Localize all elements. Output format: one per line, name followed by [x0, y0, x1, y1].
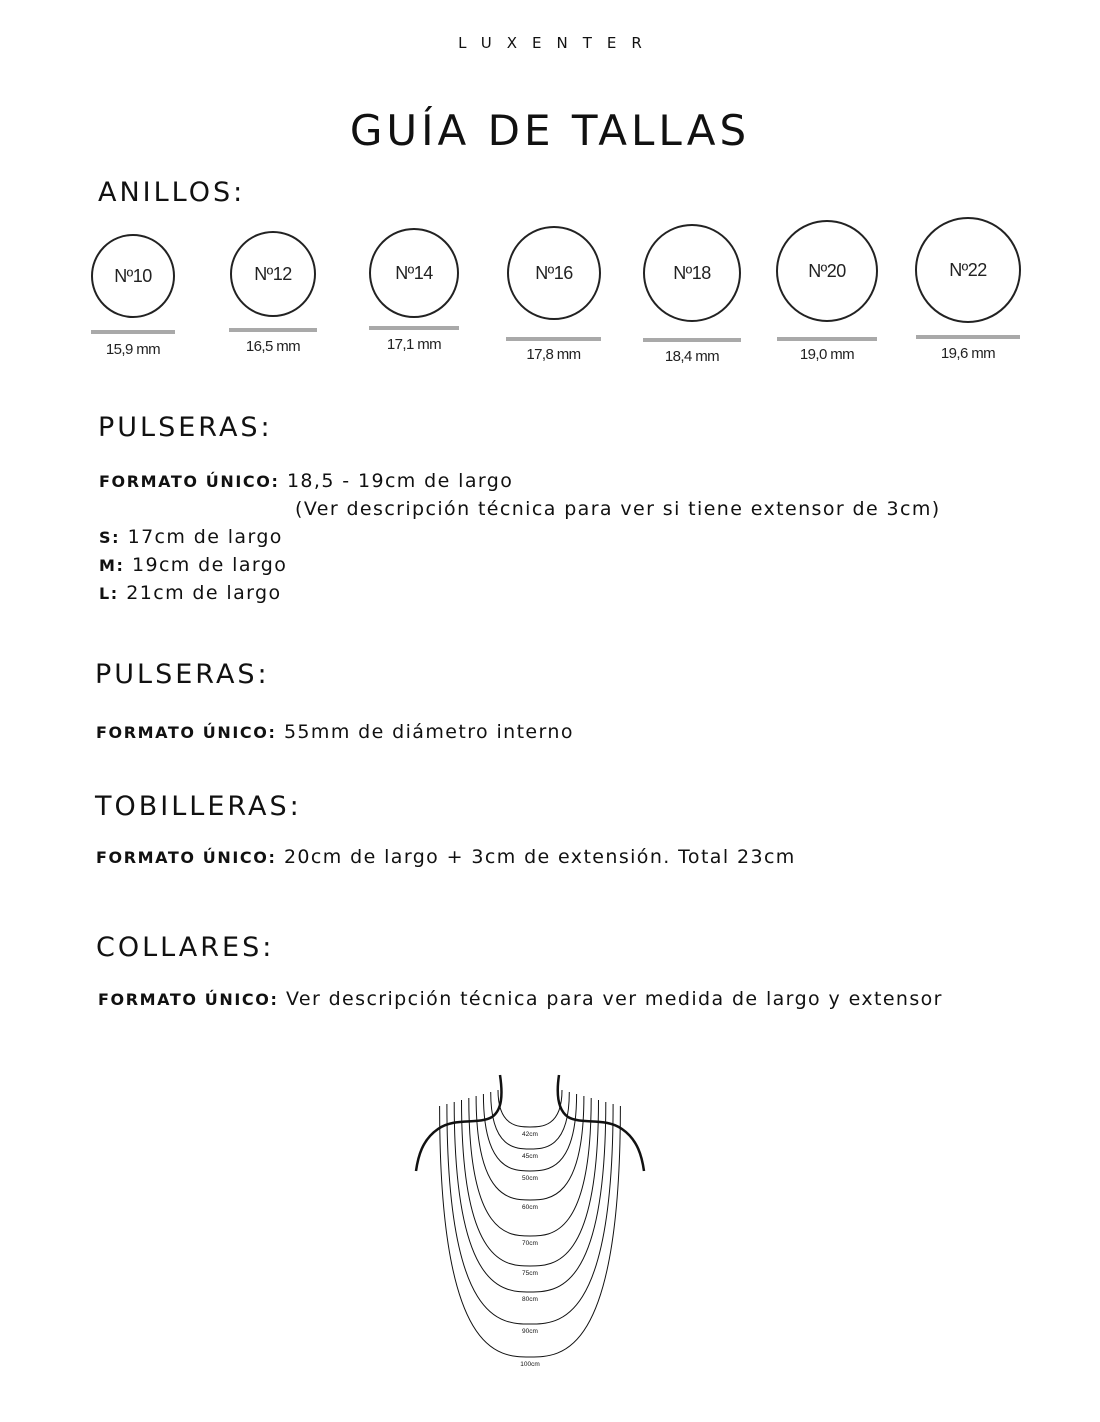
necklace-length-label: 50cm — [522, 1175, 538, 1182]
necklace-length-label: 42cm — [522, 1131, 538, 1138]
ring-number: Nº22 — [949, 259, 987, 280]
necklace-length-diagram — [400, 1065, 660, 1375]
necklace-length-label: 100cm — [520, 1361, 540, 1368]
formato-value: Ver descripción técnica para ver medida de largo y extensor — [285, 988, 943, 1010]
necklace-curve — [498, 1090, 562, 1127]
page-title: GUÍA DE TALLAS — [349, 106, 751, 155]
ring-number: Nº18 — [673, 262, 711, 283]
ring-diameter-label: 17,8 mm — [526, 346, 581, 363]
ring-number: Nº16 — [535, 262, 573, 283]
ring-diameter-label: 19,6 mm — [940, 345, 996, 362]
ring-circle — [776, 220, 878, 322]
size-value: 17cm de largo — [127, 526, 283, 548]
collares-formato-unico — [98, 988, 943, 1010]
section-title-anillos: ANILLOS: — [98, 177, 246, 208]
formato-value: 55mm de diámetro interno — [283, 721, 574, 743]
necklace-length-label: 90cm — [522, 1328, 538, 1335]
necklace-length-label: 80cm — [522, 1296, 538, 1303]
ring-number: Nº12 — [254, 263, 292, 284]
neck-shoulders-outline — [416, 1075, 501, 1171]
ring-diameter-bar — [369, 326, 459, 330]
necklace-length-label: 75cm — [522, 1270, 538, 1277]
necklace-length-label: 60cm — [522, 1204, 538, 1211]
pulseras-formato-note: (Ver descripción técnica para ver si tiene extensor de 3cm) — [295, 498, 941, 520]
size-label: M: — [99, 556, 125, 575]
ring-circle — [915, 217, 1021, 323]
brand-logo: LUXENTER — [458, 34, 657, 52]
ring-number: Nº14 — [395, 262, 433, 283]
ring-diameter-bar — [506, 337, 601, 341]
necklace-length-label: 45cm — [522, 1153, 538, 1160]
necklace-length-label: 70cm — [522, 1240, 538, 1247]
ring-number: Nº10 — [114, 265, 152, 286]
section-title-collares: COLLARES: — [96, 932, 275, 963]
ring-circle — [230, 231, 316, 317]
formato-label: FORMATO ÚNICO: — [98, 990, 279, 1009]
pulseras-size-s — [99, 526, 283, 548]
formato-value: 18,5 - 19cm de largo — [286, 470, 514, 492]
formato-value: 20cm de largo + 3cm de extensión. Total 23cm — [283, 846, 796, 868]
formato-label: FORMATO ÚNICO: — [96, 848, 277, 867]
size-label: S: — [99, 528, 121, 547]
pulseras-size-m — [99, 554, 287, 576]
section-title-pulseras: PULSERAS: — [98, 412, 273, 443]
ring-diameter-label: 15,9 mm — [105, 341, 161, 358]
section-title-tobilleras: TOBILLERAS: — [95, 791, 302, 822]
ring-diameter-bar — [229, 328, 317, 332]
tobilleras-formato-unico — [96, 846, 796, 868]
size-value: 19cm de largo — [131, 554, 288, 576]
size-label: L: — [99, 584, 119, 603]
ring-diameter-bar — [91, 330, 175, 334]
ring-diameter-label: 17,1 mm — [386, 336, 442, 353]
ring-diameter-label: 18,4 mm — [664, 348, 720, 365]
pulseras-formato-unico — [99, 470, 513, 492]
formato-label: FORMATO ÚNICO: — [99, 472, 280, 491]
ring-circle — [91, 234, 175, 318]
ring-circle — [507, 226, 601, 320]
ring-number: Nº20 — [808, 260, 846, 281]
ring-circle — [369, 228, 459, 318]
ring-diameter-label: 16,5 mm — [245, 338, 301, 355]
ring-circle — [643, 224, 741, 322]
pulseras-size-l — [99, 582, 282, 604]
section-title-pulseras-rigidas: PULSERAS: — [95, 659, 270, 690]
formato-label: FORMATO ÚNICO: — [96, 723, 277, 742]
ring-diameter-bar — [777, 337, 877, 341]
ring-diameter-label: 19,0 mm — [799, 346, 855, 363]
pulseras-rigidas-formato-unico — [96, 721, 574, 743]
size-value: 21cm de largo — [126, 582, 282, 604]
ring-diameter-bar — [916, 335, 1020, 339]
ring-diameter-bar — [643, 338, 741, 342]
